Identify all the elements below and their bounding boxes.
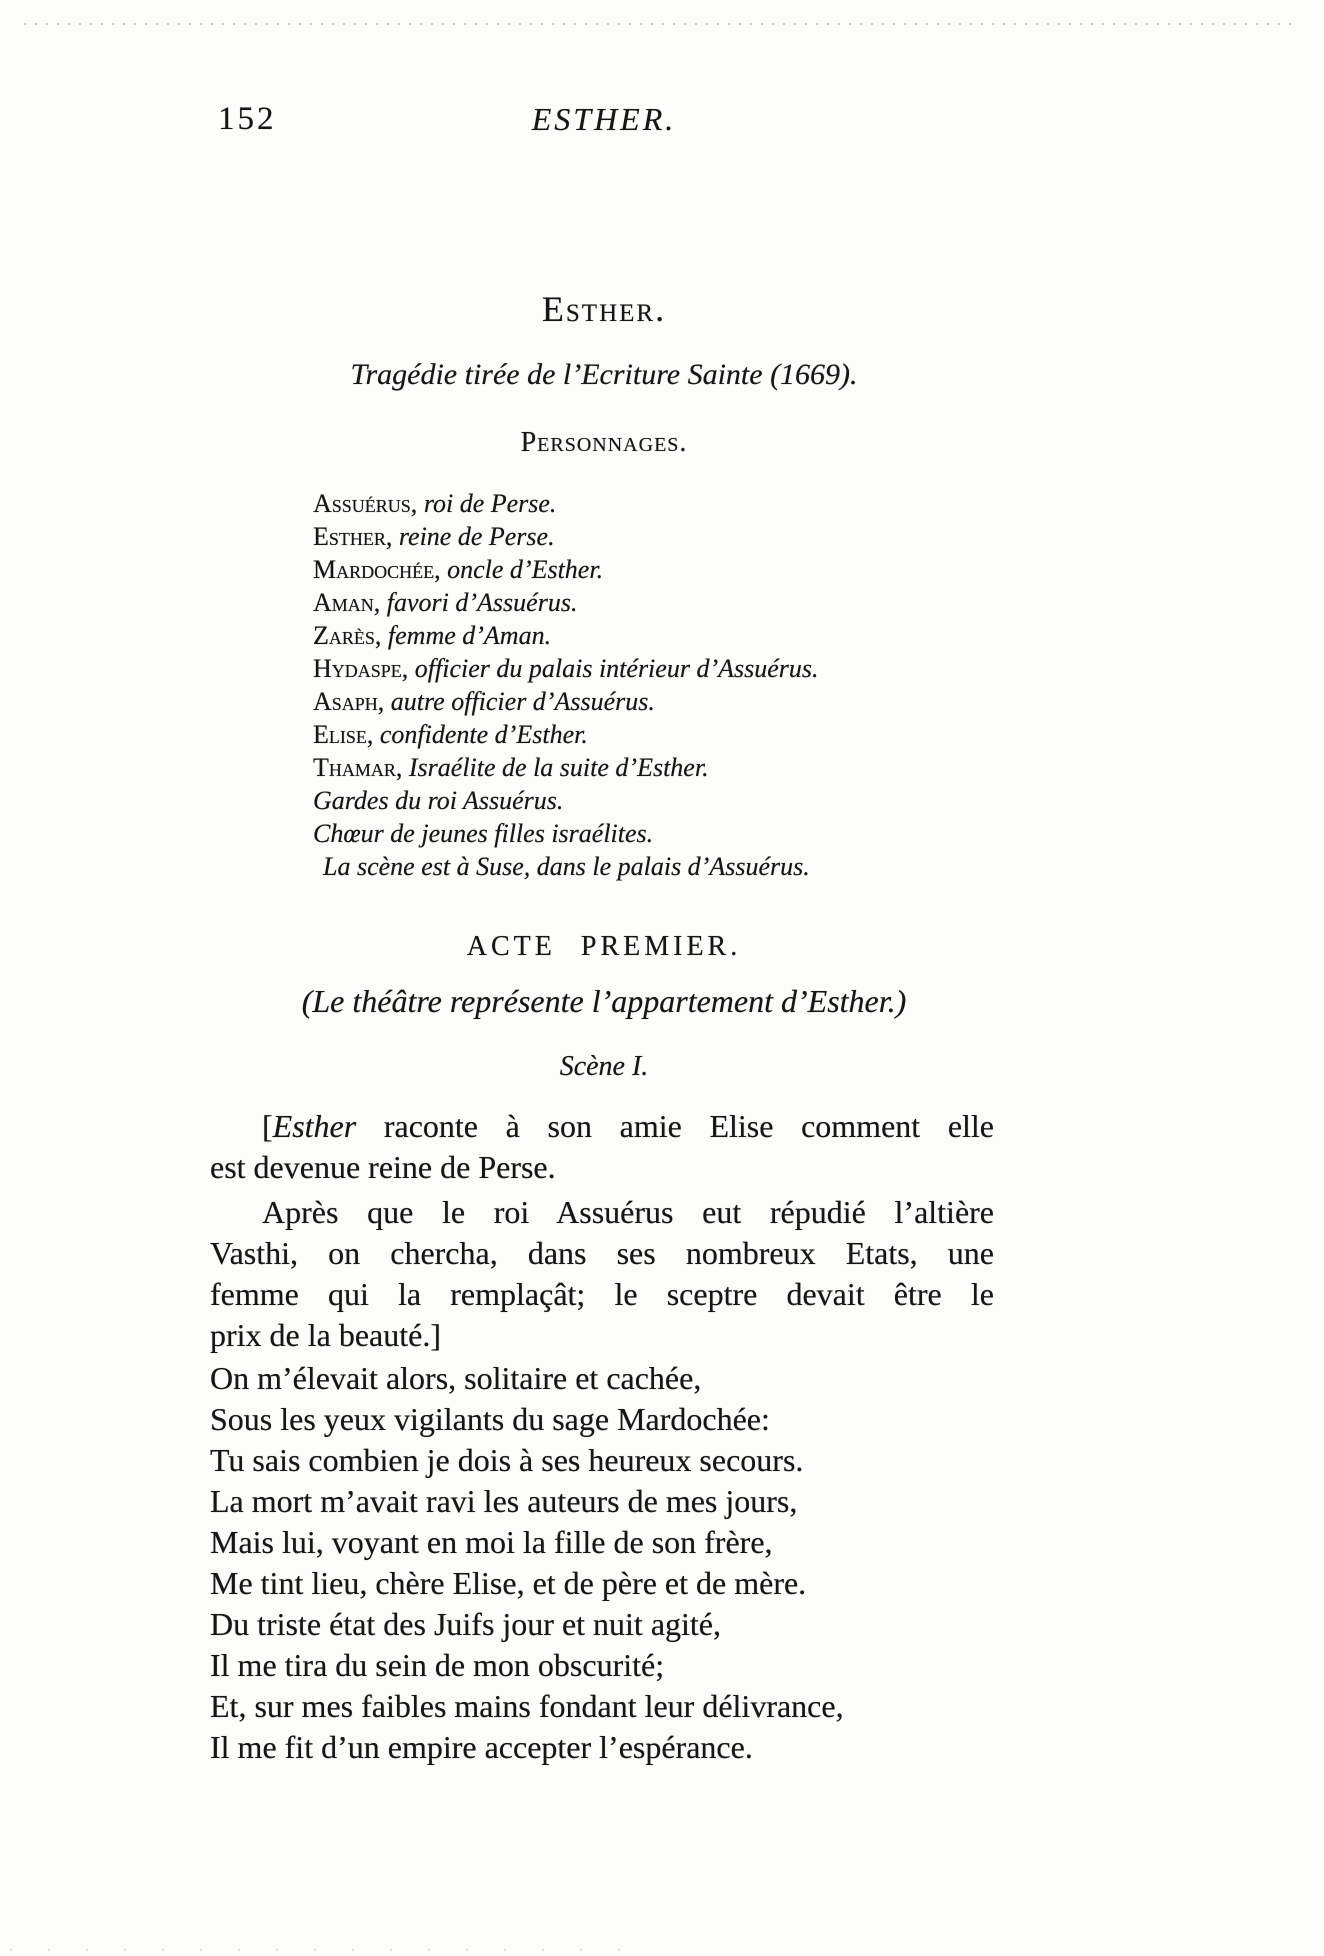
character-entry (313, 487, 1101, 520)
speaker-name: Esther (272, 1108, 357, 1144)
character-name: Mardochée, (313, 555, 441, 584)
scan-artifact-bottom-line (10, 1949, 630, 1951)
character-entry (313, 619, 1101, 652)
synopsis-line: prix de la beauté.] (210, 1317, 441, 1353)
character-name: Esther, (313, 522, 393, 551)
synopsis-line: femme qui la remplaçât; le sceptre devait être le (210, 1276, 994, 1312)
stage-direction: (Le théâtre représente l’appartement d’Esther.) (301, 983, 907, 1019)
character-entry-group: Chœur de jeunes filles israélites. (313, 819, 654, 848)
verse-line: Tu sais combien je dois à ses heureux secours. (210, 1442, 804, 1478)
page-header (210, 101, 998, 138)
synopsis-line: est devenue reine de Perse. (210, 1149, 556, 1185)
verse-line: Du triste état des Juifs jour et nuit agité, (210, 1606, 721, 1642)
characters-list (210, 487, 1101, 883)
verse-line: Mais lui, voyant en moi la fille de son frère, (210, 1524, 773, 1560)
character-entry (313, 751, 1101, 784)
scene-setting: La scène est à Suse, dans le palais d’Assuérus. (323, 852, 810, 881)
verse-line: Il me tira du sein de mon obscurité; (210, 1647, 665, 1683)
character-name: Asaph, (313, 687, 385, 716)
verse-line: Sous les yeux vigilants du sage Mardochée: (210, 1401, 770, 1437)
verse-line: On m’élevait alors, solitaire et cachée, (210, 1360, 702, 1396)
act-heading: ACTE PREMIER. (466, 931, 742, 962)
characters-heading: Personnages. (520, 427, 688, 458)
synopsis-line: Vasthi, on chercha, dans ses nombreux Etats, une (210, 1235, 994, 1271)
character-name: Thamar, (313, 753, 403, 782)
character-role: officier du palais intérieur d’Assuérus. (414, 654, 819, 683)
verse-line: La mort m’avait ravi les auteurs de mes jours, (210, 1483, 798, 1519)
character-entry (313, 586, 1101, 619)
character-entry (313, 553, 1101, 586)
character-name: Assuérus, (313, 489, 418, 518)
character-role: reine de Perse. (398, 522, 555, 551)
character-role: roi de Perse. (423, 489, 557, 518)
character-role: confidente d’Esther. (379, 720, 588, 749)
character-entry (313, 718, 1101, 751)
bracket-open: [ (262, 1108, 273, 1144)
character-name: Hydaspe, (313, 654, 409, 683)
synopsis-paragraph-2 (210, 1192, 994, 1356)
character-role: femme d’Aman. (387, 621, 552, 650)
character-role: autre officier d’Assuérus. (390, 687, 655, 716)
verse-line: Me tint lieu, chère Elise, et de père et de mère. (210, 1565, 807, 1601)
character-name: Elise, (313, 720, 374, 749)
page-number: 152 (218, 101, 277, 137)
running-title: ESTHER. (531, 101, 677, 137)
synopsis-line (210, 1106, 994, 1147)
verse-block (210, 1358, 994, 1768)
play-subtitle: Tragédie tirée de l’Ecriture Sainte (1669). (350, 358, 858, 391)
character-entry-group: Gardes du roi Assuérus. (313, 786, 564, 815)
play-title: Esther. (541, 289, 667, 329)
character-name: Zarès, (313, 621, 382, 650)
character-role: oncle d’Esther. (447, 555, 604, 584)
scan-artifact-top-line (24, 23, 1294, 25)
character-role: favori d’Assuérus. (386, 588, 578, 617)
character-entry (313, 652, 1101, 685)
character-role: Israélite de la suite d’Esther. (408, 753, 709, 782)
verse-line: Il me fit d’un empire accepter l’espérance. (210, 1729, 753, 1765)
verse-line: Et, sur mes faibles mains fondant leur délivrance, (210, 1688, 844, 1724)
synopsis-paragraph-1 (210, 1106, 994, 1188)
scene-heading: Scène I. (559, 1051, 649, 1082)
synopsis-text: raconte à son amie Elise comment elle (356, 1108, 994, 1144)
character-entry (313, 520, 1101, 553)
character-name: Aman, (313, 588, 381, 617)
synopsis-line: Après que le roi Assuérus eut répudié l’altière (262, 1194, 994, 1230)
character-entry (313, 685, 1101, 718)
